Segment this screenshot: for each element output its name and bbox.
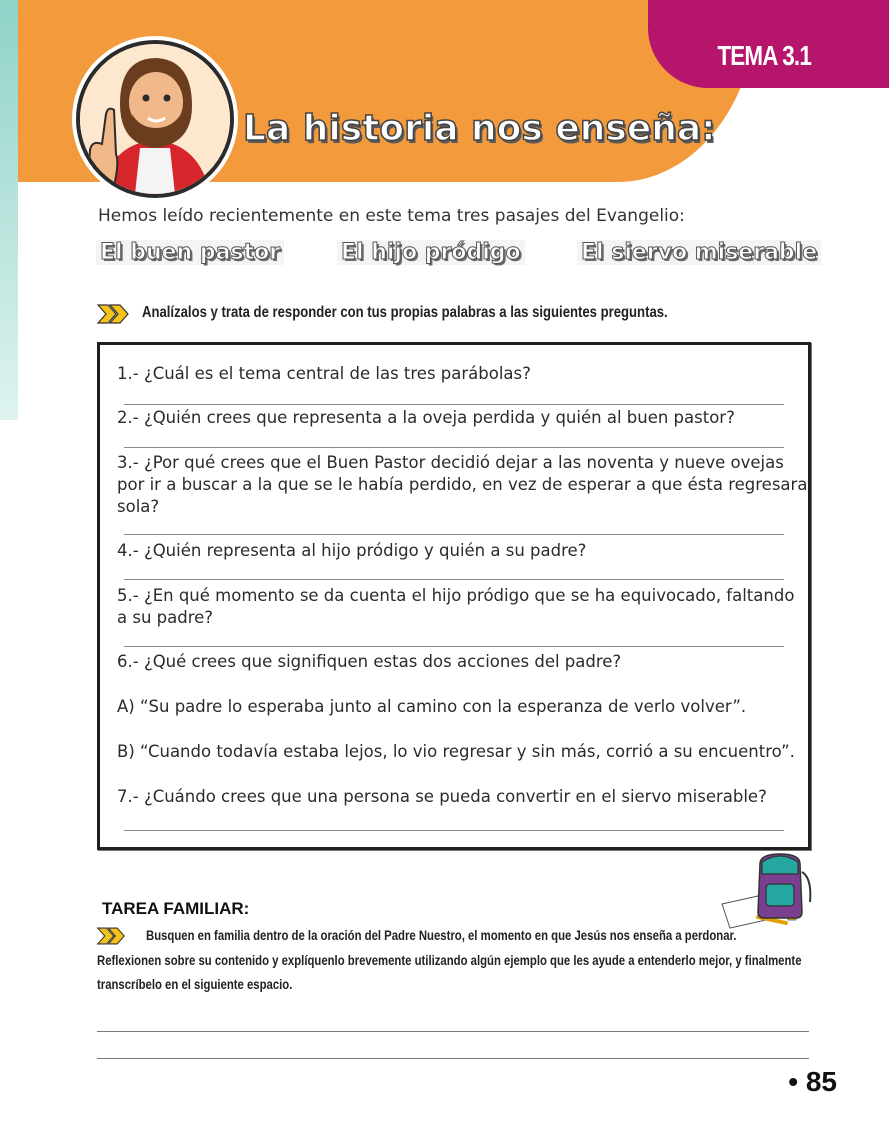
answer-line[interactable] (124, 646, 784, 647)
question-7: 7.- ¿Cuándo crees que una persona se pueda convertir en el siervo miserable? (117, 787, 767, 806)
jesus-illustration (80, 44, 230, 194)
parable-hijo-prodigo: El hijo pródigo (337, 240, 525, 265)
parable-siervo-miserable: El siervo miserable (577, 240, 821, 265)
double-chevron-icon (96, 303, 130, 325)
left-decor-strip (0, 0, 18, 420)
question-5-line-1: 5.- ¿En qué momento se da cuenta el hijo pródigo que se ha equivocado, faltando (117, 586, 795, 605)
question-6: 6.- ¿Qué crees que signifiquen estas dos acciones del padre? (117, 652, 622, 671)
jesus-avatar-illustration (76, 40, 234, 198)
page-number: • 85 (788, 1066, 837, 1097)
tarea-line-2: Reflexionen sobre su contenido y explíquenlo brevemente utilizando algún ejemplo que les ayude a entenderlo mejor, y finalmente (97, 953, 802, 968)
tema-label: TEMA 3.1 (717, 40, 811, 71)
intro-text: Hemos leído recientemente en este tema tres pasajes del Evangelio: (98, 206, 685, 226)
answer-line[interactable] (124, 830, 784, 831)
answer-line[interactable] (124, 579, 784, 580)
tarea-line-3: transcríbelo en el siguiente espacio. (97, 977, 293, 992)
question-3-line-1: 3.- ¿Por qué crees que el Buen Pastor decidió dejar a las noventa y nueve ovejas (117, 453, 784, 472)
answer-line[interactable] (124, 404, 784, 405)
question-1: 1.- ¿Cuál es el tema central de las tres parábolas? (117, 364, 531, 383)
answer-line[interactable] (124, 534, 784, 535)
question-6-b: B) “Cuando todavía estaba lejos, lo vio regresar y sin más, corrió a su encuentro”. (117, 742, 795, 761)
question-6-a: A) “Su padre lo esperaba junto al camino con la esperanza de verlo volver”. (117, 697, 747, 716)
parable-buen-pastor: El buen pastor (96, 240, 284, 265)
question-5-line-2: a su padre? (117, 608, 214, 627)
double-chevron-icon (96, 926, 126, 946)
instruction-text: Analízalos y trata de responder con tus propias palabras a las siguientes preguntas. (142, 304, 668, 321)
page-title: La historia nos enseña: (243, 108, 716, 149)
question-2: 2.- ¿Quién crees que representa a la oveja perdida y quién al buen pastor? (117, 408, 735, 427)
question-3-line-3: sola? (117, 497, 160, 516)
tema-tab (648, 0, 889, 88)
answer-line[interactable] (124, 447, 784, 448)
writing-line[interactable] (97, 1031, 809, 1032)
tarea-line-1: Busquen en familia dentro de la oración del Padre Nuestro, el momento en que Jesús nos enseña a perdonar. (146, 928, 737, 943)
tarea-title: TAREA FAMILIAR: (102, 899, 250, 918)
backpack-icon (718, 852, 828, 932)
question-3-line-2: por ir a buscar a la que se le había perdido, en vez de esperar a que ésta regresara (117, 475, 808, 494)
question-4: 4.- ¿Quién representa al hijo pródigo y quién a su padre? (117, 541, 587, 560)
writing-line[interactable] (97, 1058, 809, 1059)
